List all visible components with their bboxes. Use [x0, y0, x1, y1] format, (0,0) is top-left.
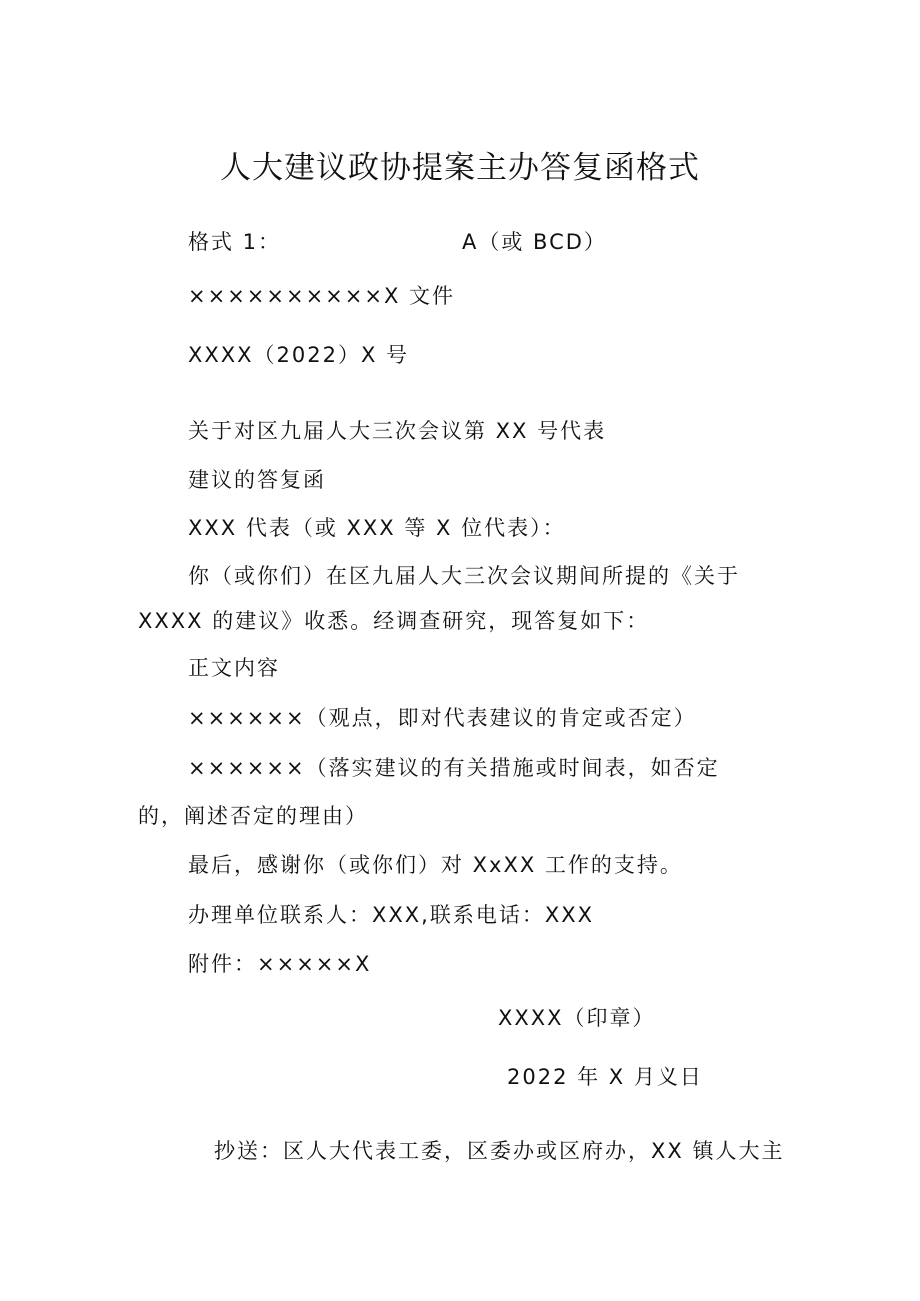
- contact-line: 办理单位联系人：XXX,联系电话：XXX: [188, 903, 594, 927]
- seal-line: XXXX（印章）: [498, 1006, 656, 1030]
- closing-line: 最后，感谢你（或你们）对 XxXX 工作的支持。: [188, 853, 683, 877]
- intro-line-1: 你（或你们）在区九届人大三次会议期间所提的《关于: [188, 564, 740, 588]
- point-2-line-2: 的，阐述否定的理由）: [138, 804, 368, 828]
- subject-line-2: 建议的答复函: [188, 468, 326, 492]
- body-heading: 正文内容: [188, 656, 280, 680]
- attachment-line: 附件：×××××X: [188, 952, 372, 976]
- point-1: ××××××（观点，即对代表建议的肯定或否定）: [188, 706, 697, 730]
- subject-line-1: 关于对区九届人大三次会议第 XX 号代表: [188, 419, 607, 443]
- format-label: 格式 1：: [188, 230, 282, 254]
- intro-line-2: XXXX 的建议》收悉。经调查研究，现答复如下：: [138, 609, 650, 633]
- date-line: 2022 年 X 月义日: [507, 1065, 703, 1089]
- document-issuer: ××××××××××X 文件: [188, 284, 456, 308]
- format-value: A（或 BCD）: [462, 230, 607, 254]
- cc-line: 抄送：区人大代表工委，区委办或区府办，XX 镇人大主: [214, 1139, 785, 1163]
- salutation: XXX 代表（或 XXX 等 X 位代表）：: [188, 516, 566, 540]
- page-title: 人大建议政协提案主办答复函格式: [220, 150, 700, 186]
- point-2-line-1: ××××××（落实建议的有关措施或时间表，如否定: [188, 756, 720, 780]
- document-number: XXXX（2022）X 号: [188, 343, 410, 367]
